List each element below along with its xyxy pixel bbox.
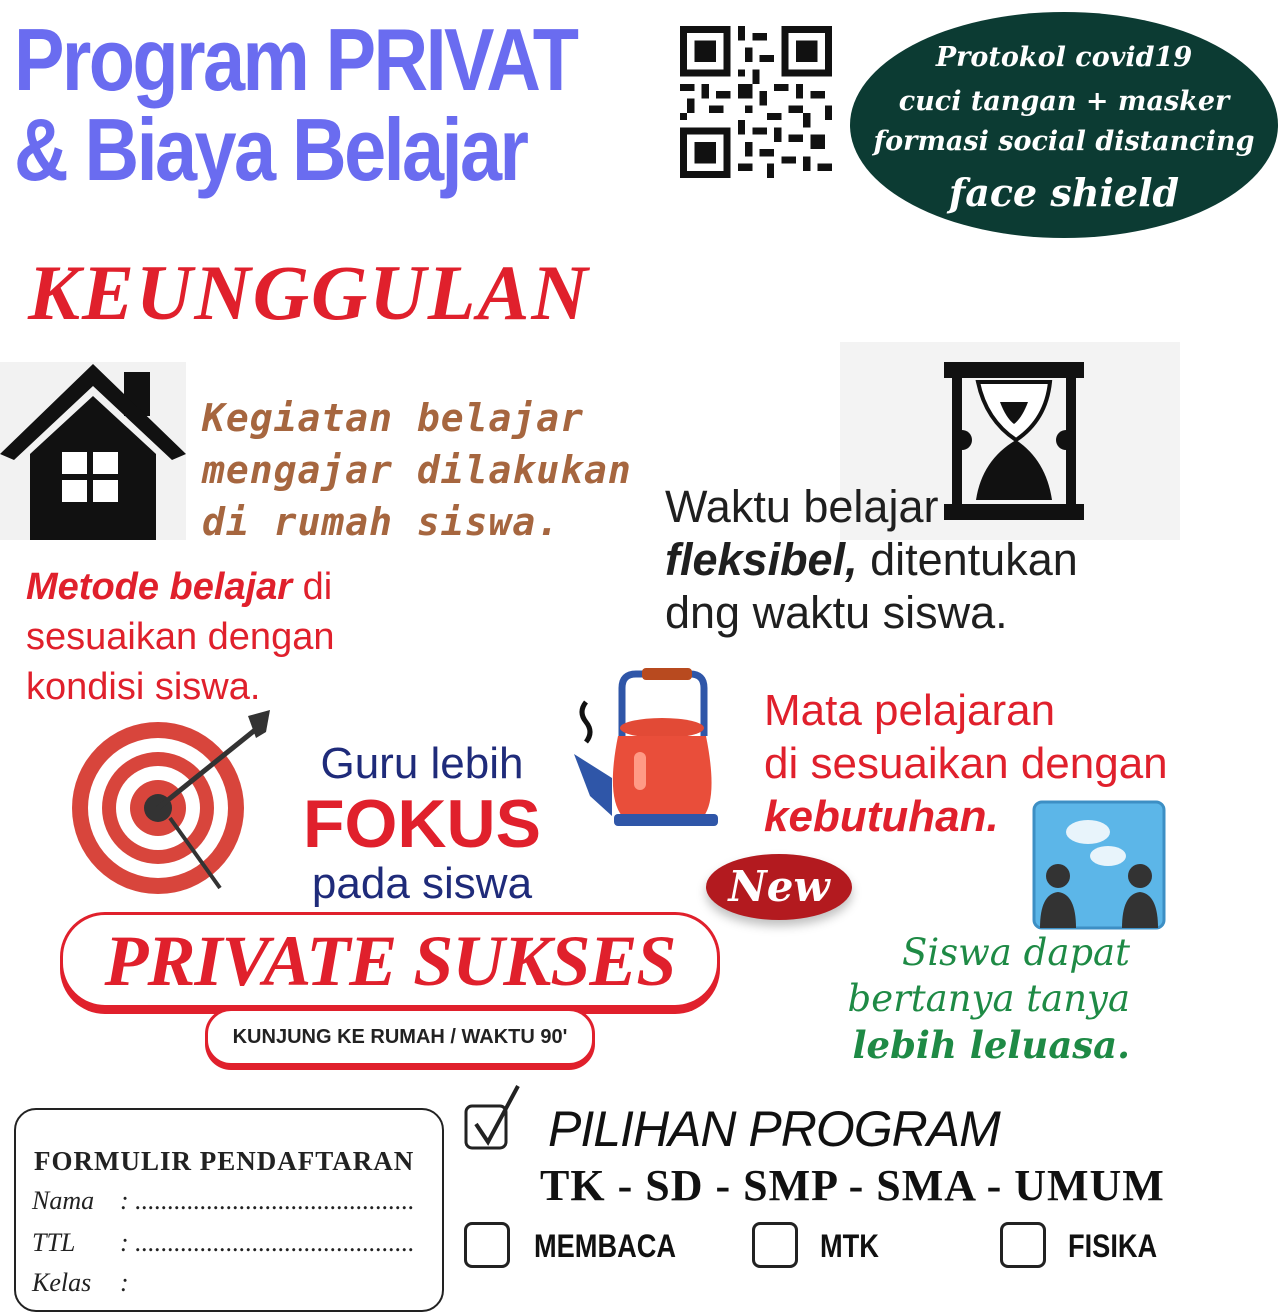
program-levels: TK - SD - SMP - SMA - UMUM: [540, 1161, 1165, 1210]
form-title: FORMULIR PENDAFTARAN: [34, 1146, 415, 1176]
form-field-name[interactable]: [32, 1186, 415, 1216]
qr-code-icon[interactable]: [680, 26, 832, 178]
option-checkbox-fisika[interactable]: [1000, 1222, 1046, 1268]
form-field-label: TTL: [32, 1228, 76, 1257]
kettle-icon: [572, 666, 732, 844]
feature-method-rest: di: [292, 566, 333, 608]
covid-line-4: face shield: [948, 170, 1180, 215]
feature-method-line-1: [26, 562, 446, 612]
target-icon: [70, 708, 280, 904]
feature-subject-line-1: Mata pelajaran: [764, 686, 1056, 735]
feature-method-line-3: kondisi siswa.: [26, 666, 261, 708]
feature-method-text: [26, 562, 446, 712]
feature-home-line: Kegiatan belajar: [202, 396, 585, 440]
feature-time-line-1: Waktu belajar: [665, 481, 939, 532]
new-badge: New: [706, 854, 852, 920]
feature-time-line-2: [665, 533, 1265, 586]
form-field-label: Kelas: [32, 1268, 92, 1297]
feature-home-text: [202, 392, 662, 548]
feature-subject-text: [764, 684, 1264, 843]
feature-method-bold: Metode belajar: [26, 566, 293, 608]
feature-ask-line-1: Siswa dapat: [901, 931, 1130, 974]
feature-ask-line-3: lebih leluasa.: [852, 1023, 1130, 1067]
form-field-label: Nama: [32, 1186, 95, 1215]
private-sukses-subtitle: KUNJUNG KE RUMAH / WAKTU 90': [205, 1008, 595, 1066]
feature-ask-line-2: bertanya tanya: [847, 977, 1130, 1020]
covid-line-1: Protokol covid19: [935, 42, 1193, 73]
form-field-value: : ...........................................: [120, 1186, 415, 1215]
covid-protocol-badge: [850, 12, 1278, 238]
feature-time-rest: ditentukan: [857, 534, 1078, 585]
chat-people-icon: [1032, 800, 1166, 930]
feature-time-bold: fleksibel,: [665, 534, 858, 585]
feature-subject-line-2: di sesuaikan dengan: [764, 739, 1168, 788]
feature-focus-text: [272, 740, 572, 908]
title-line-2: & Biaya Belajar: [14, 100, 527, 199]
private-sukses-title: PRIVATE SUKSES: [104, 921, 676, 1001]
feature-focus-line-1: Guru lebih: [320, 739, 524, 788]
section-heading: KEUNGGULAN: [28, 249, 590, 336]
option-label-mtk: MTK: [820, 1228, 879, 1264]
option-label-fisika: FISIKA: [1068, 1228, 1158, 1264]
form-field-value: :: [120, 1268, 129, 1297]
registration-form: [14, 1108, 444, 1312]
feature-home-line: mengajar dilakukan: [202, 448, 632, 492]
feature-focus-line-3: pada siswa: [311, 859, 533, 908]
feature-home-line: di rumah siswa.: [202, 500, 561, 544]
house-icon: [0, 362, 186, 540]
form-field-ttl[interactable]: [32, 1228, 415, 1258]
option-checkbox-membaca[interactable]: [464, 1222, 510, 1268]
feature-time-line-3: dng waktu siswa.: [665, 587, 1008, 638]
form-field-kelas[interactable]: [32, 1268, 129, 1298]
feature-ask-text: [800, 930, 1130, 1068]
feature-time-text: [665, 480, 1265, 639]
covid-line-3: formasi social distancing: [873, 126, 1255, 157]
feature-subject-line-3: kebutuhan.: [764, 792, 999, 841]
form-field-value: : ...........................................: [120, 1228, 415, 1257]
program-title: PILIHAN PROGRAM: [548, 1101, 1000, 1157]
option-label-membaca: MEMBACA: [534, 1228, 677, 1264]
option-checkbox-mtk[interactable]: [752, 1222, 798, 1268]
feature-focus-line-2: FOKUS: [303, 786, 541, 862]
feature-method-line-2: sesuaikan dengan: [26, 616, 335, 658]
checkbox-checked-icon[interactable]: [462, 1082, 526, 1154]
covid-line-2: cuci tangan + masker: [898, 86, 1230, 117]
title-line-1: Program PRIVAT: [14, 10, 577, 109]
